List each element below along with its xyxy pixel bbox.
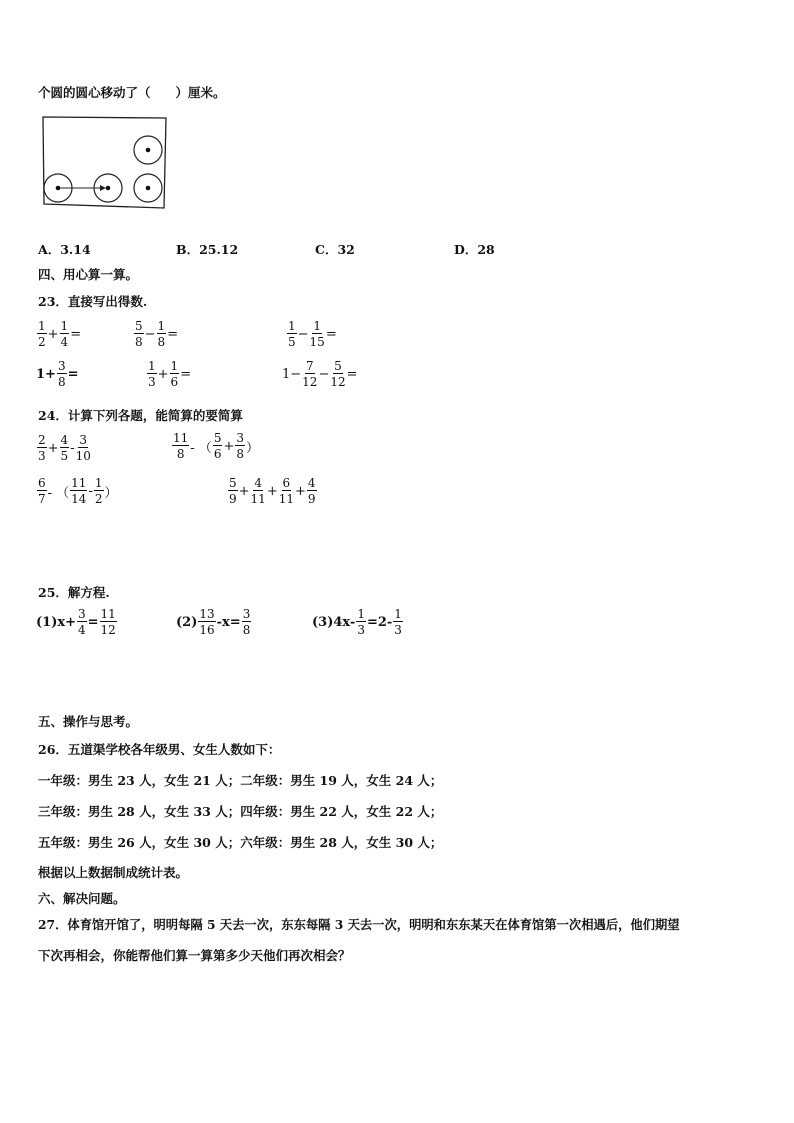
choice-d: D．28 bbox=[454, 242, 495, 257]
section-4-heading: 四、用心算一算。 bbox=[38, 267, 139, 282]
choice-b: B．25.12 bbox=[176, 242, 239, 257]
q27-line-2: 下次再相会，你能帮他们算一算第多少天他们再次相会？ bbox=[38, 948, 351, 963]
q25-equation-3: (3)4x- $\frac{1}{3}$ =2- $\frac{1}{3}$ bbox=[312, 607, 402, 637]
center-dot bbox=[146, 186, 151, 191]
q26-line-1: 一年级：男生 23 人，女生 21 人；二年级：男生 19 人，女生 24 人； bbox=[38, 773, 443, 788]
q23-item-6: 1− $\frac{7}{12}$ − $\frac{5}{12}$ = bbox=[282, 359, 358, 389]
q24-expr-3: $\frac{6}{7}$ - （ $\frac{11}{14}$ - $\frac{1}{2}$ ） bbox=[38, 476, 118, 506]
question-text-circle-move: 个圆的圆心移动了（ ）厘米。 bbox=[38, 85, 226, 100]
q24-title: 24．计算下列各题，能简算的要简算 bbox=[38, 408, 243, 423]
q23-item-3: $\frac{1}{5}$ − $\frac{1}{15}$ = bbox=[288, 319, 337, 349]
move-arrow-head bbox=[100, 185, 106, 191]
q23-item-4: 1+ $\frac{3}{8}$ = bbox=[36, 359, 79, 389]
q23-title: 23．直接写出得数. bbox=[38, 294, 148, 309]
q24-expr-1: $\frac{2}{3}$ + $\frac{4}{5}$ - $\frac{3}{10}$ bbox=[38, 433, 91, 463]
center-dot bbox=[56, 186, 61, 191]
circles-figure bbox=[40, 114, 170, 212]
choice-a: A．3.14 bbox=[38, 242, 91, 257]
q25-title: 25．解方程. bbox=[38, 585, 110, 600]
choice-c: C．32 bbox=[315, 242, 355, 257]
q26-line-3: 五年级：男生 26 人，女生 30 人；六年级：男生 28 人，女生 30 人； bbox=[38, 835, 443, 850]
q25-equation-1: (1)x+ $\frac{3}{4}$ = $\frac{11}{12}$ bbox=[36, 607, 116, 637]
q24-expr-4: $\frac{5}{9}$ + $\frac{4}{11}$ + $\frac{6}{11}$ + $\frac{4}{9}$ bbox=[229, 476, 316, 506]
center-dot bbox=[106, 186, 111, 191]
q26-instruction: 根据以上数据制成统计表。 bbox=[38, 865, 189, 880]
center-dot bbox=[146, 148, 151, 153]
q25-equation-2: (2) $\frac{13}{16}$ -x= $\frac{3}{8}$ bbox=[176, 607, 251, 637]
q27-line-1: 27．体育馆开馆了，明明每隔 5 天去一次，东东每隔 3 天去一次，明明和东东某天在体育馆第一次相遇后，他们期望 bbox=[38, 917, 680, 932]
section-6-heading: 六、解决问题。 bbox=[38, 891, 126, 906]
q26-line-2: 三年级：男生 28 人，女生 33 人；四年级：男生 22 人，女生 22 人； bbox=[38, 804, 443, 819]
q23-item-5: $\frac{1}{3}$ + $\frac{1}{6}$ = bbox=[148, 359, 192, 389]
q23-item-2: $\frac{5}{8}$ − $\frac{1}{8}$ = bbox=[135, 319, 179, 349]
section-5-heading: 五、操作与思考。 bbox=[38, 714, 139, 729]
q23-item-1: $\frac{1}{2}$ + $\frac{1}{4}$ = bbox=[38, 319, 82, 349]
q26-title: 26．五道渠学校各年级男、女生人数如下： bbox=[38, 742, 281, 757]
figure-frame bbox=[43, 117, 166, 208]
q24-expr-2: $\frac{11}{8}$ - （ $\frac{5}{6}$ + $\frac{3}{8}$ ） bbox=[173, 431, 260, 461]
